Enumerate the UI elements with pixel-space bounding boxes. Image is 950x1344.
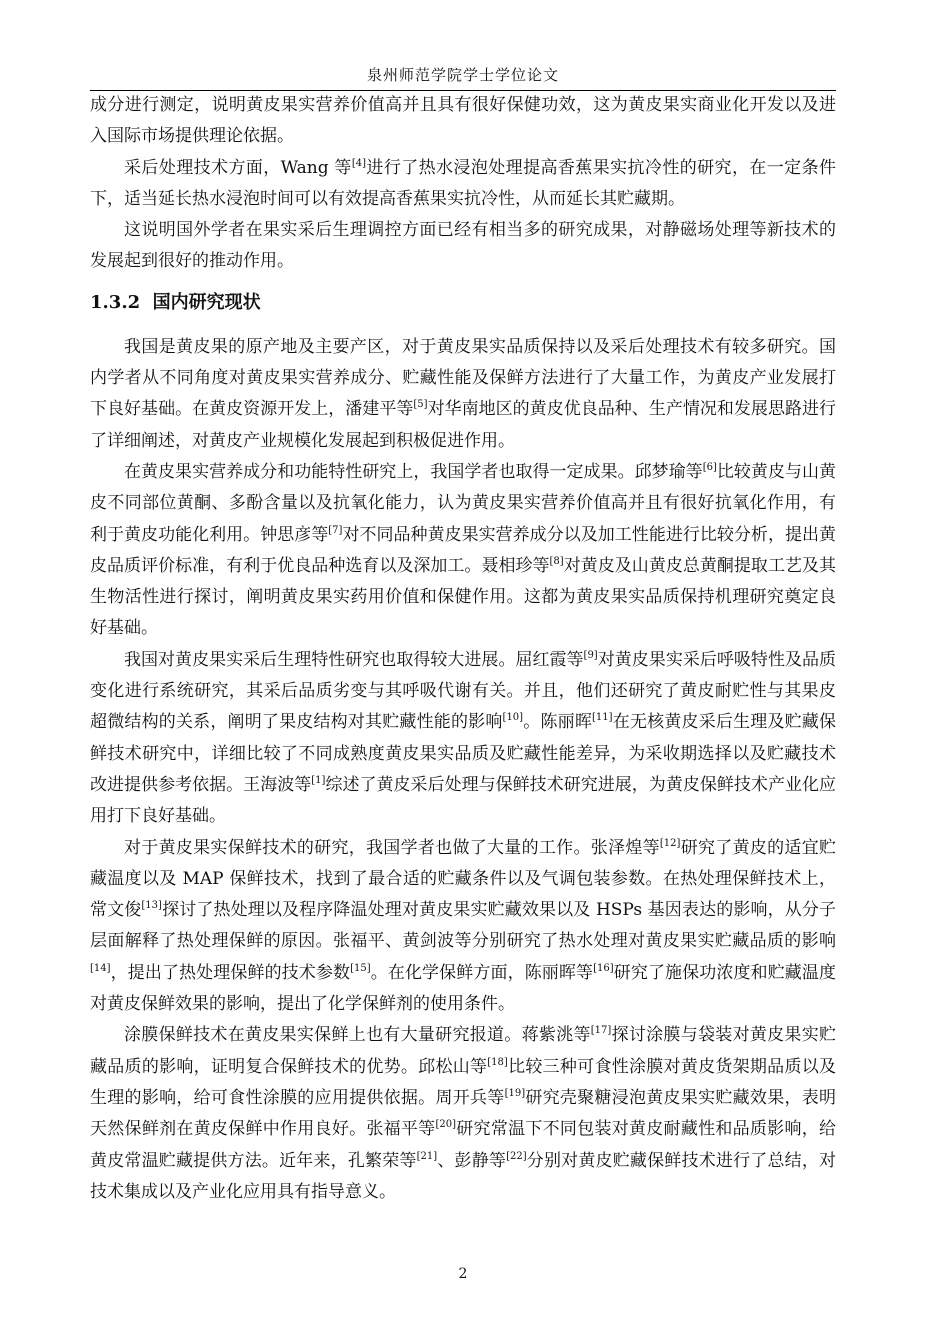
paragraph	[90, 457, 836, 645]
citation-marker: [9]	[583, 649, 598, 661]
paragraph-text: 对黄皮及山黄皮总黄酮提取工艺及其生物活性进行探讨，阐明黄皮果实药用价值和保健作用。这都为黄皮果实品质保持机理研究奠定良好基础。	[90, 555, 837, 639]
citation-marker: [17]	[590, 1025, 612, 1037]
citation-marker: [7]	[328, 524, 343, 536]
paragraph-text: 对华南地区的黄皮优良品种、生产情况和发展思路进行了详细阐述，对黄皮产业规模化发展起到积极促进作用。	[90, 399, 837, 451]
page-body	[90, 90, 836, 1208]
citation-marker: [19]	[504, 1087, 526, 1099]
citation-marker: [5]	[413, 399, 428, 411]
paragraph	[90, 833, 836, 1021]
running-header: 泉州师范学院学士学位论文	[366, 66, 559, 84]
paragraph	[90, 215, 836, 278]
citation-marker: [13]	[141, 900, 162, 912]
paragraph-text: 成分进行测定，说明黄皮果实营养价值高并且具有很好保健功效，这为黄皮果实商业化开发以及进入国际市场提供理论依据。	[90, 95, 836, 147]
citation-marker: [21]	[416, 1150, 438, 1162]
paragraph-text: 进行了热水浸泡处理提高香蕉果实抗冷性的研究，在一定条件下，适当延长热水浸泡时间可以有效提高香蕉果实抗冷性，从而延长其贮藏期。	[90, 157, 836, 209]
paragraph-text: 探讨涂膜与袋装对黄皮果实贮藏品质的影响，证明复合保鲜技术的优势。邱松山等	[90, 1025, 837, 1077]
section-number: 1.3.2	[90, 291, 141, 313]
paragraph-text: 涂膜保鲜技术在黄皮果实保鲜上也有大量研究报道。蒋紫洮等	[124, 1025, 591, 1046]
paragraph-text: 对于黄皮果实保鲜技术的研究，我国学者也做了大量的工作。张泽煌等	[124, 837, 660, 858]
paragraph	[90, 90, 836, 153]
paragraph-text: 我国是黄皮果的原产地及主要产区，对于黄皮果实品质保持以及采后处理技术有较多研究。国内学者从不同角度对黄皮果实营养成分、贮藏性能及保鲜方法进行了大量工作，为黄皮产业发展打下良好基础。在黄皮资源开发上，潘建平等	[90, 336, 836, 420]
paragraph	[90, 153, 836, 216]
paragraph-text: 研究壳聚糖浸泡黄皮果实贮藏效果，表明天然保鲜剂在黄皮保鲜中作用良好。张福平等	[90, 1087, 837, 1140]
citation-marker: [15]	[350, 962, 371, 974]
paragraph-text: 、彭静等	[437, 1150, 507, 1171]
paragraph-text: 比较黄皮与山黄皮不同部位黄酮、多酚含量以及抗氧化能力，认为黄皮果实营养价值高并且有很好抗氧化作用，有利于黄皮功能化利用。钟思彦等	[90, 461, 837, 545]
citation-marker: [22]	[506, 1150, 527, 1162]
paragraph-text: ，提出了热处理保鲜的技术参数	[110, 962, 351, 983]
paragraph-text: 。陈丽晖	[523, 712, 593, 733]
domestic-research-paragraphs	[90, 332, 836, 1208]
paragraph-text: 对黄皮果实采后呼吸特性及品质变化进行系统研究，其采后品质劣变与其呼吸代谢有关。并且，他们还研究了黄皮耐贮性与其果皮超微结构的关系，阐明了果皮结构对其贮藏性能的影响	[90, 649, 837, 733]
paragraph-text: 研究常温下不同包装对黄皮耐藏性和品质影响，给黄皮常温贮藏提供方法。近年来，孔繁荣等	[90, 1119, 837, 1171]
citation-marker: [1]	[311, 774, 326, 786]
citation-marker: [12]	[659, 837, 681, 849]
paragraph-text: 在黄皮果实营养成分和功能特性研究上，我国学者也取得一定成果。邱梦瑜等	[124, 461, 703, 482]
paragraph-text: 综述了黄皮采后处理与保鲜技术研究进展，为黄皮保鲜技术产业化应用打下良好基础。	[90, 774, 836, 827]
paragraph-text: 这说明国外学者在果实采后生理调控方面已经有相当多的研究成果，对静磁场处理等新技术的发展起到很好的推动作用。	[90, 220, 836, 272]
citation-marker: [10]	[502, 712, 524, 724]
paragraph-text: 研究了黄皮的适宜贮藏温度以及 MAP 保鲜技术，找到了最合适的贮藏条件以及气调包装参数。在热处理保鲜技术上，常文俊	[90, 837, 837, 921]
paragraph-text: 。在化学保鲜方面，陈丽晖等	[370, 962, 594, 983]
paragraph-text: 比较三种可食性涂膜对黄皮货架期品质以及生理的影响，给可食性涂膜的应用提供依据。周开兵等	[90, 1056, 837, 1108]
citation-marker: [8]	[549, 555, 564, 567]
section-heading	[90, 288, 836, 318]
paragraph-text: 对不同品种黄皮果实营养成分以及加工性能进行比较分析，提出黄皮品质评价标准，有利于优良品种选育以及深加工。聂相珍等	[90, 524, 837, 576]
citation-marker: [6]	[702, 461, 717, 473]
citation-marker: [4]	[351, 157, 367, 169]
paragraph-text: 在无核黄皮采后生理及贮藏保鲜技术研究中，详细比较了不同成熟度黄皮果实品质及贮藏性能差异，为采收期选择以及贮藏技术改进提供参考依据。王海波等	[90, 712, 837, 795]
section-title: 国内研究现状	[152, 291, 261, 313]
paragraph-text: 探讨了热处理以及程序降温处理对黄皮果实贮藏效果以及 HSPs 基因表达的影响，从分子层面解释了热处理保鲜的原因。张福平、黄剑波等分别研究了热水处理对黄皮果实贮藏品质的影响	[90, 900, 837, 952]
paragraph-text: 采后处理技术方面，Wang 等	[124, 157, 352, 178]
citation-marker: [16]	[593, 962, 614, 974]
paragraph	[90, 645, 836, 833]
paragraph	[90, 332, 836, 457]
paragraph	[90, 1020, 836, 1208]
page-number: 2	[458, 1266, 468, 1282]
citation-marker: [18]	[487, 1056, 508, 1068]
paragraph-text: 我国对黄皮果实采后生理特性研究也取得较大进展。屈红霞等	[124, 649, 584, 670]
citation-marker: [11]	[592, 712, 613, 724]
citation-marker: [14]	[90, 962, 111, 974]
paragraph-text: 研究了施保功浓度和贮藏温度对黄皮保鲜效果的影响，提出了化学保鲜剂的使用条件。	[90, 962, 837, 1015]
citation-marker: [20]	[435, 1119, 456, 1131]
intro-paragraphs	[90, 90, 836, 278]
paragraph-text: 分别对黄皮贮藏保鲜技术进行了总结，对技术集成以及产业化应用具有指导意义。	[90, 1150, 837, 1202]
